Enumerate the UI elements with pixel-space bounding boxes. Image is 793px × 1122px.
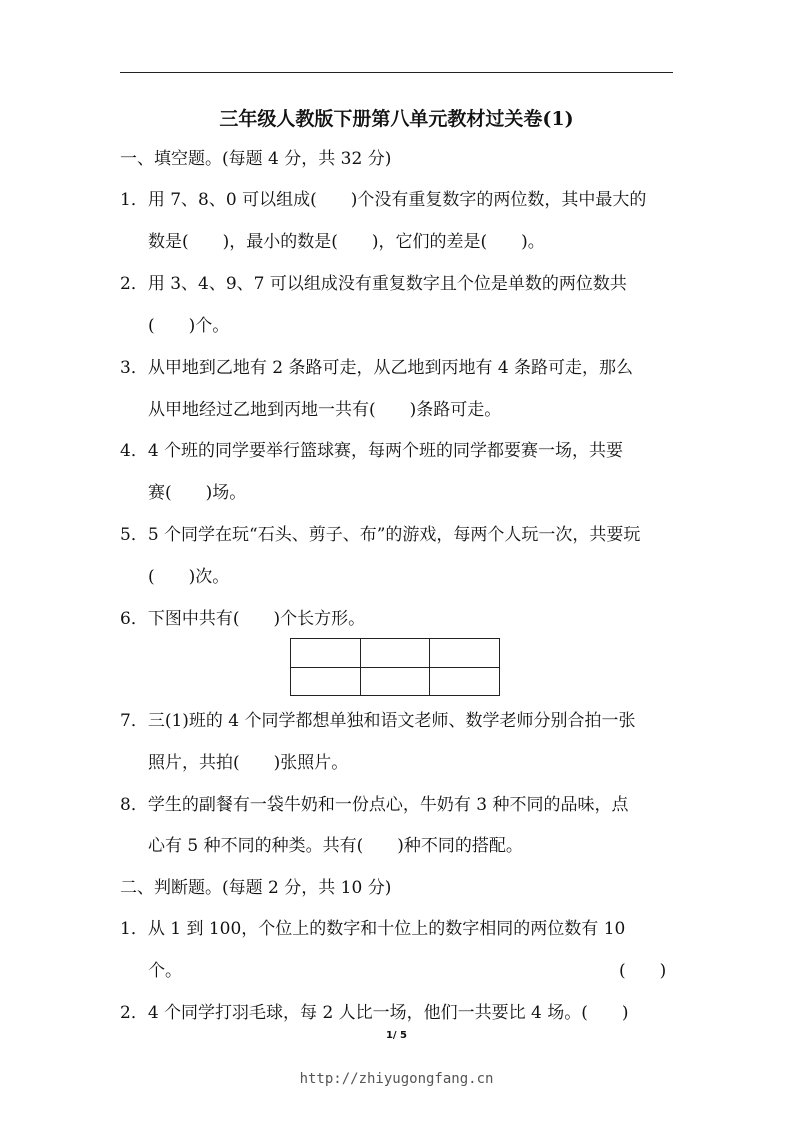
question-2-line-2: ( )个。 bbox=[148, 316, 230, 336]
question-7-line-2: 照片，共拍( )张照片。 bbox=[148, 753, 349, 773]
judge-1-answer-paren: ( ) bbox=[619, 961, 667, 981]
grid-cell bbox=[291, 639, 361, 668]
question-8-line-2: 心有 5 种不同的种类。共有( )种不同的搭配。 bbox=[148, 836, 523, 856]
question-1-line-1: 1．用 7、8、0 可以组成( )个没有重复数字的两位数，其中最大的 bbox=[120, 190, 647, 210]
question-7-line-1: 7．三(1)班的 4 个同学都想单独和语文老师、数学老师分别合拍一张 bbox=[120, 711, 636, 731]
grid-cell bbox=[291, 667, 361, 696]
grid-cell bbox=[430, 639, 500, 668]
page-number: 1/ 5 bbox=[385, 1030, 408, 1041]
question-4-line-1: 4．4 个班的同学要举行篮球赛，每两个班的同学都要赛一场，共要 bbox=[120, 441, 624, 461]
grid-row bbox=[291, 639, 500, 668]
footer-url: http://zhiyugongfang.cn bbox=[299, 1071, 494, 1087]
grid-row bbox=[291, 667, 500, 696]
question-4-line-2: 赛( )场。 bbox=[148, 483, 247, 503]
question-5-line-1: 5．5 个同学在玩“石头、剪子、布”的游戏，每两个人玩一次，共要玩 bbox=[120, 525, 641, 545]
question-6: 6．下图中共有( )个长方形。 bbox=[120, 609, 366, 629]
question-3-line-2: 从甲地经过乙地到丙地一共有( )条路可走。 bbox=[148, 400, 502, 420]
judge-1-line-1: 1．从 1 到 100，个位上的数字和十位上的数字相同的两位数有 10 bbox=[120, 919, 626, 939]
grid-cell bbox=[360, 639, 430, 668]
question-1-line-2: 数是( )，最小的数是( )，它们的差是( )。 bbox=[148, 232, 545, 252]
page-title: 三年级人教版下册第八单元教材过关卷(1) bbox=[219, 108, 574, 130]
question-5-line-2: ( )次。 bbox=[148, 567, 230, 587]
judge-2: 2．4 个同学打羽毛球，每 2 人比一场，他们一共要比 4 场。( ) bbox=[120, 1003, 629, 1023]
judge-1-line-2: 个。 bbox=[148, 961, 182, 981]
grid-cell bbox=[430, 667, 500, 696]
question-8-line-1: 8．学生的副餐有一袋牛奶和一份点心，牛奶有 3 种不同的品味，点 bbox=[120, 795, 629, 815]
header-rule bbox=[120, 72, 673, 73]
question-3-line-1: 3．从甲地到乙地有 2 条路可走，从乙地到丙地有 4 条路可走，那么 bbox=[120, 358, 634, 378]
section-fill-blank-heading: 一、填空题。(每题 4 分，共 32 分) bbox=[120, 149, 392, 169]
rectangle-grid-figure bbox=[290, 638, 500, 696]
question-2-line-1: 2．用 3、4、9、7 可以组成没有重复数字且个位是单数的两位数共 bbox=[120, 274, 627, 294]
grid-cell bbox=[360, 667, 430, 696]
section-true-false-heading: 二、判断题。(每题 2 分，共 10 分) bbox=[120, 878, 392, 898]
